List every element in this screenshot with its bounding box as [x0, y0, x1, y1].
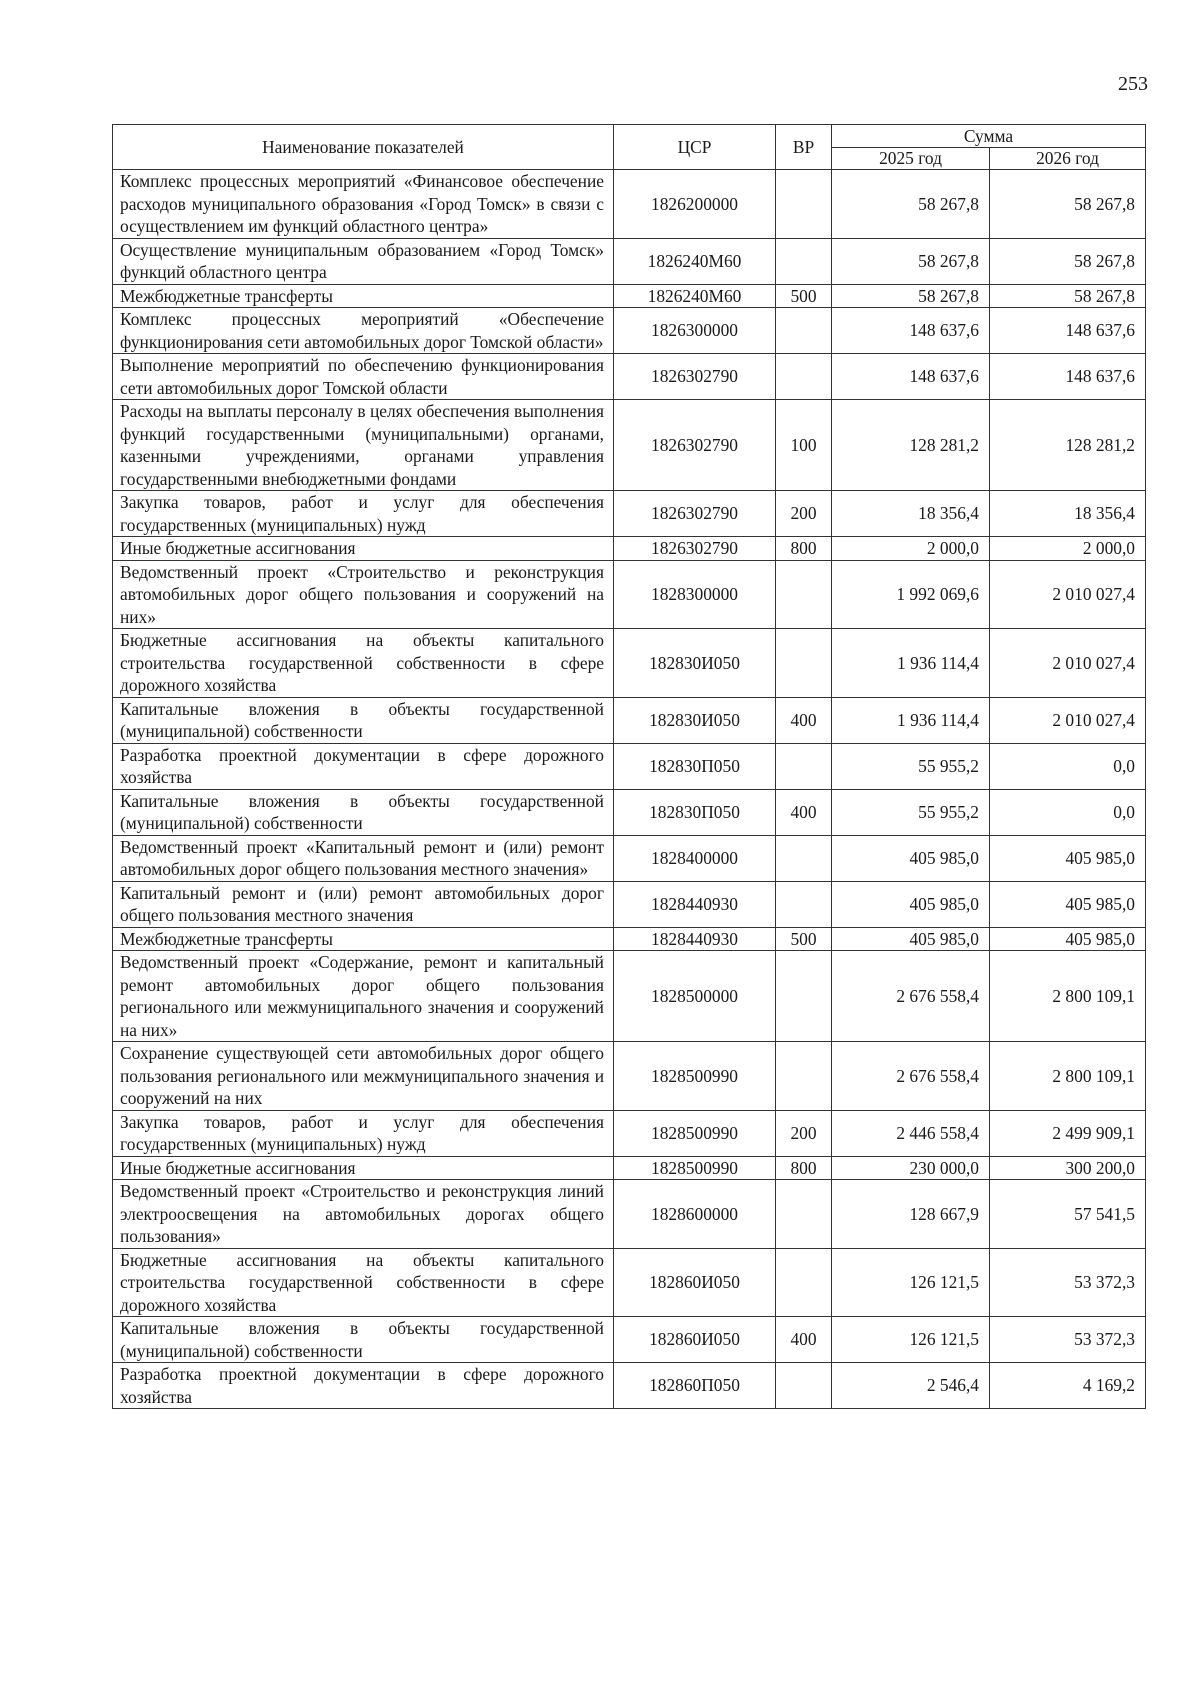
cell-name: Разработка проектной документации в сфере дорожного хозяйства — [113, 1363, 614, 1409]
cell-sum-2025: 405 985,0 — [832, 835, 990, 881]
cell-vr: 200 — [776, 1110, 832, 1156]
cell-sum-2025: 128 667,9 — [832, 1180, 990, 1249]
cell-vr — [776, 354, 832, 400]
header-csr: ЦСР — [614, 125, 776, 170]
cell-name: Ведомственный проект «Строительство и реконструкция линий электроосвещения на автомобильных дорогах общего пользования» — [113, 1180, 614, 1249]
cell-sum-2025: 1 992 069,6 — [832, 560, 990, 629]
cell-csr: 1826200000 — [614, 170, 776, 239]
cell-sum-2025: 2 546,4 — [832, 1363, 990, 1409]
cell-vr — [776, 560, 832, 629]
header-sum: Сумма — [832, 125, 1146, 148]
header-year-2026: 2026 год — [990, 148, 1146, 170]
cell-name: Бюджетные ассигнования на объекты капитального строительства государственной собственности в сфере дорожного хозяйства — [113, 1248, 614, 1317]
cell-sum-2026: 405 985,0 — [990, 927, 1146, 951]
cell-name: Закупка товаров, работ и услуг для обеспечения государственных (муниципальных) нужд — [113, 1110, 614, 1156]
page-number: 253 — [1118, 73, 1148, 95]
cell-sum-2026: 53 372,3 — [990, 1248, 1146, 1317]
cell-name: Разработка проектной документации в сфере дорожного хозяйства — [113, 743, 614, 789]
cell-name: Капитальные вложения в объекты государственной (муниципальной) собственности — [113, 789, 614, 835]
table-row — [113, 1317, 1146, 1363]
cell-sum-2025: 1 936 114,4 — [832, 629, 990, 698]
cell-sum-2026: 53 372,3 — [990, 1317, 1146, 1363]
cell-sum-2026: 148 637,6 — [990, 308, 1146, 354]
table-row — [113, 927, 1146, 951]
cell-name: Ведомственный проект «Содержание, ремонт и капитальный ремонт автомобильных дорог общего пользования регионального или межмуниципального значения и сооружений на них» — [113, 951, 614, 1042]
cell-name: Сохранение существующей сети автомобильных дорог общего пользования регионального или межмуниципального значения и сооружений на них — [113, 1042, 614, 1111]
cell-csr: 1828300000 — [614, 560, 776, 629]
cell-sum-2026: 0,0 — [990, 743, 1146, 789]
cell-sum-2025: 1 936 114,4 — [832, 697, 990, 743]
cell-vr: 400 — [776, 789, 832, 835]
table-row — [113, 951, 1146, 1042]
cell-sum-2026: 58 267,8 — [990, 238, 1146, 284]
table-row — [113, 491, 1146, 537]
cell-sum-2025: 2 676 558,4 — [832, 951, 990, 1042]
cell-vr: 800 — [776, 537, 832, 561]
cell-sum-2025: 58 267,8 — [832, 284, 990, 308]
cell-sum-2026: 2 010 027,4 — [990, 697, 1146, 743]
cell-vr — [776, 238, 832, 284]
header-name: Наименование показателей — [113, 125, 614, 170]
cell-sum-2026: 58 267,8 — [990, 284, 1146, 308]
cell-sum-2025: 18 356,4 — [832, 491, 990, 537]
cell-sum-2026: 148 637,6 — [990, 354, 1146, 400]
cell-csr: 1826302790 — [614, 491, 776, 537]
cell-name: Комплекс процессных мероприятий «Обеспечение функционирования сети автомобильных дорог Томской области» — [113, 308, 614, 354]
budget-table — [112, 124, 1146, 1409]
cell-csr: 182830И050 — [614, 697, 776, 743]
cell-sum-2025: 2 676 558,4 — [832, 1042, 990, 1111]
table-row — [113, 629, 1146, 698]
cell-csr: 1828500990 — [614, 1156, 776, 1180]
table-row — [113, 743, 1146, 789]
table-row — [113, 1042, 1146, 1111]
cell-csr: 1826240М60 — [614, 238, 776, 284]
table-row — [113, 284, 1146, 308]
cell-vr — [776, 1042, 832, 1111]
cell-vr: 200 — [776, 491, 832, 537]
cell-sum-2026: 128 281,2 — [990, 400, 1146, 491]
cell-name: Иные бюджетные ассигнования — [113, 537, 614, 561]
cell-name: Бюджетные ассигнования на объекты капитального строительства государственной собственности в сфере дорожного хозяйства — [113, 629, 614, 698]
cell-csr: 1828440930 — [614, 927, 776, 951]
cell-vr — [776, 1180, 832, 1249]
cell-sum-2025: 405 985,0 — [832, 927, 990, 951]
cell-vr — [776, 1248, 832, 1317]
cell-csr: 1826302790 — [614, 400, 776, 491]
cell-sum-2025: 230 000,0 — [832, 1156, 990, 1180]
cell-name: Иные бюджетные ассигнования — [113, 1156, 614, 1180]
cell-sum-2025: 405 985,0 — [832, 881, 990, 927]
cell-sum-2026: 300 200,0 — [990, 1156, 1146, 1180]
cell-vr — [776, 629, 832, 698]
cell-vr — [776, 308, 832, 354]
cell-vr: 500 — [776, 284, 832, 308]
cell-csr: 182860И050 — [614, 1248, 776, 1317]
cell-name: Осуществление муниципальным образованием «Город Томск» функций областного центра — [113, 238, 614, 284]
cell-csr: 1826302790 — [614, 354, 776, 400]
cell-sum-2026: 4 169,2 — [990, 1363, 1146, 1409]
cell-sum-2025: 58 267,8 — [832, 170, 990, 239]
cell-csr: 182830П050 — [614, 789, 776, 835]
cell-csr: 1826240М60 — [614, 284, 776, 308]
table-header — [113, 125, 1146, 170]
cell-csr: 1828500990 — [614, 1042, 776, 1111]
cell-vr: 800 — [776, 1156, 832, 1180]
cell-vr — [776, 170, 832, 239]
table-body — [113, 170, 1146, 1409]
cell-sum-2025: 2 000,0 — [832, 537, 990, 561]
cell-csr: 1828400000 — [614, 835, 776, 881]
header-vr: ВР — [776, 125, 832, 170]
table-row — [113, 1156, 1146, 1180]
cell-name: Капитальный ремонт и (или) ремонт автомобильных дорог общего пользования местного значения — [113, 881, 614, 927]
cell-name: Закупка товаров, работ и услуг для обеспечения государственных (муниципальных) нужд — [113, 491, 614, 537]
table-row — [113, 1180, 1146, 1249]
cell-csr: 182860И050 — [614, 1317, 776, 1363]
table-row — [113, 697, 1146, 743]
table-row — [113, 1248, 1146, 1317]
cell-vr — [776, 1363, 832, 1409]
cell-vr — [776, 951, 832, 1042]
cell-name: Комплекс процессных мероприятий «Финансовое обеспечение расходов муниципального образования «Город Томск» в связи с осуществлением им функций областного центра» — [113, 170, 614, 239]
cell-csr: 1828440930 — [614, 881, 776, 927]
cell-sum-2026: 57 541,5 — [990, 1180, 1146, 1249]
cell-csr: 182860П050 — [614, 1363, 776, 1409]
cell-vr: 400 — [776, 1317, 832, 1363]
table-row — [113, 238, 1146, 284]
cell-name: Межбюджетные трансферты — [113, 284, 614, 308]
cell-sum-2026: 405 985,0 — [990, 881, 1146, 927]
cell-name: Капитальные вложения в объекты государственной (муниципальной) собственности — [113, 1317, 614, 1363]
cell-csr: 1828600000 — [614, 1180, 776, 1249]
cell-sum-2026: 2 010 027,4 — [990, 560, 1146, 629]
table-row — [113, 308, 1146, 354]
cell-sum-2025: 58 267,8 — [832, 238, 990, 284]
cell-sum-2025: 148 637,6 — [832, 308, 990, 354]
cell-sum-2026: 2 000,0 — [990, 537, 1146, 561]
table-row — [113, 170, 1146, 239]
cell-name: Выполнение мероприятий по обеспечению функционирования сети автомобильных дорог Томской области — [113, 354, 614, 400]
table-row — [113, 835, 1146, 881]
cell-csr: 182830П050 — [614, 743, 776, 789]
table-row — [113, 560, 1146, 629]
cell-vr: 100 — [776, 400, 832, 491]
cell-sum-2025: 55 955,2 — [832, 789, 990, 835]
cell-sum-2026: 2 800 109,1 — [990, 1042, 1146, 1111]
cell-csr: 1826300000 — [614, 308, 776, 354]
cell-sum-2026: 58 267,8 — [990, 170, 1146, 239]
cell-sum-2025: 126 121,5 — [832, 1317, 990, 1363]
cell-sum-2026: 2 800 109,1 — [990, 951, 1146, 1042]
cell-csr: 182830И050 — [614, 629, 776, 698]
cell-name: Межбюджетные трансферты — [113, 927, 614, 951]
table-row — [113, 1110, 1146, 1156]
cell-sum-2026: 2 499 909,1 — [990, 1110, 1146, 1156]
cell-vr — [776, 743, 832, 789]
cell-vr: 500 — [776, 927, 832, 951]
cell-sum-2025: 55 955,2 — [832, 743, 990, 789]
cell-sum-2025: 148 637,6 — [832, 354, 990, 400]
table-row — [113, 537, 1146, 561]
cell-vr — [776, 835, 832, 881]
cell-csr: 1828500000 — [614, 951, 776, 1042]
cell-sum-2026: 2 010 027,4 — [990, 629, 1146, 698]
table-row — [113, 354, 1146, 400]
cell-sum-2026: 18 356,4 — [990, 491, 1146, 537]
cell-vr — [776, 881, 832, 927]
cell-csr: 1828500990 — [614, 1110, 776, 1156]
table-row — [113, 881, 1146, 927]
table-row — [113, 789, 1146, 835]
table-row — [113, 1363, 1146, 1409]
cell-sum-2026: 0,0 — [990, 789, 1146, 835]
cell-csr: 1826302790 — [614, 537, 776, 561]
cell-vr: 400 — [776, 697, 832, 743]
cell-name: Ведомственный проект «Строительство и реконструкция автомобильных дорог общего пользования и сооружений на них» — [113, 560, 614, 629]
cell-sum-2025: 128 281,2 — [832, 400, 990, 491]
cell-name: Капитальные вложения в объекты государственной (муниципальной) собственности — [113, 697, 614, 743]
header-year-2025: 2025 год — [832, 148, 990, 170]
table-row — [113, 400, 1146, 491]
cell-name: Ведомственный проект «Капитальный ремонт и (или) ремонт автомобильных дорог общего пользования местного значения» — [113, 835, 614, 881]
cell-sum-2026: 405 985,0 — [990, 835, 1146, 881]
cell-sum-2025: 126 121,5 — [832, 1248, 990, 1317]
cell-sum-2025: 2 446 558,4 — [832, 1110, 990, 1156]
cell-name: Расходы на выплаты персоналу в целях обеспечения выполнения функций государственными (муниципальными) органами, казенными учреждениями, органами управления государственными внебюджетными фондами — [113, 400, 614, 491]
